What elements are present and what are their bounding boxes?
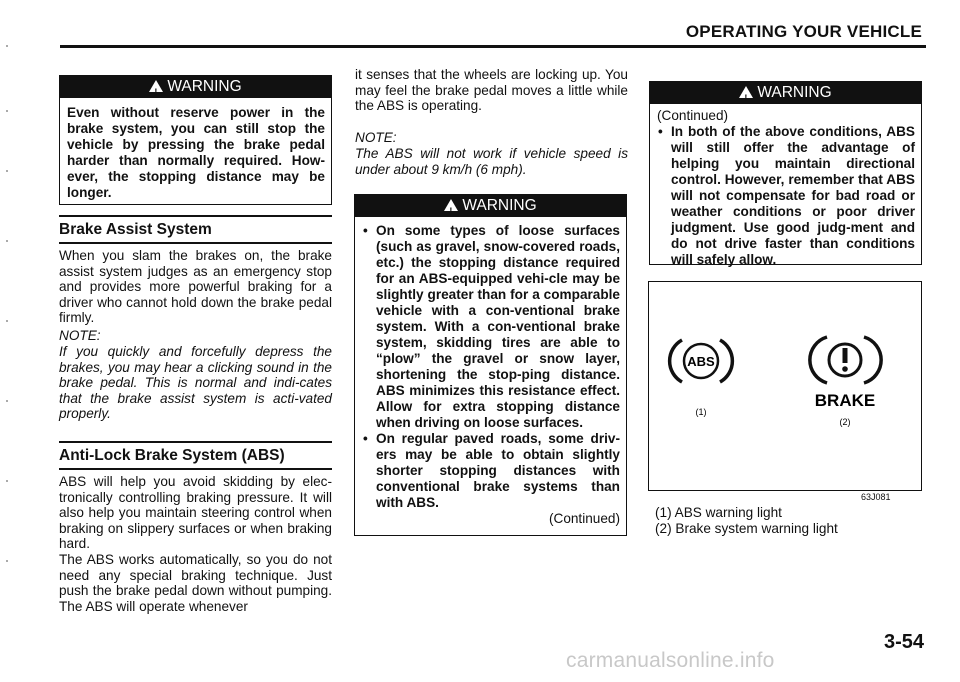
page-header-title: OPERATING YOUR VEHICLE (685, 22, 922, 41)
scan-edge-mark (6, 170, 8, 172)
warning-heading: !WARNING (60, 76, 331, 98)
abs-warning-light-icon (670, 340, 733, 382)
warning-body (355, 217, 626, 533)
warning-bullet: • On some types of loose surfaces (such as gravel, snow-covered roads, etc.) the stopping distance required for an ABS-equipped vehi-cle may be slightly greater than for a comparable vehicle with a con-ventional brake system. With a con-ventional brake system, skidding tires are able to “plow” the gravel or snow layer, shortening the stop-ping distance. ABS minimizes this resistance effect. Allow for extra stopping distance when driving on loose surfaces. (362, 223, 620, 431)
scan-edge-mark (6, 320, 8, 322)
scan-edge-mark (6, 240, 8, 242)
warning-text: Even without reserve power in the brake system, you can still stop the vehicle by pressing the brake pedal harder than normally required. How-ever, the stopping distance may be longer. (67, 105, 325, 200)
abs-body-2: The ABS works automatically, so you do not need any special braking technique. Just push the brake pedal down without pumping. The ABS will operate whenever (59, 552, 332, 614)
figure-code: 63J081 (861, 492, 891, 502)
section-rule-top (59, 215, 332, 217)
watermark: carmanualsonline.info (566, 649, 775, 672)
warning-heading: !WARNING (355, 195, 626, 217)
abs-note-text: The ABS will not work if vehicle speed is under about 9 km/h (6 mph). (355, 146, 628, 177)
continued-label: (Continued) (548, 511, 620, 526)
scan-edge-mark (6, 400, 8, 402)
warning-bullet: • In both of the above conditions, ABS will still offer the advantage of helping you maintain directional control. However, remember that ABS will not compensate for bad road or weather conditions or poor driver judgment. Use good judg-ment and do not drive faster than conditions will safely allow. (657, 124, 915, 268)
brake-warning-light-icon (810, 337, 881, 410)
brake-assist-note-label: NOTE: (59, 328, 101, 343)
figure-caption-1: (1) ABS warning light (655, 505, 782, 520)
warning-heading: !WARNING (650, 82, 921, 104)
warning-body (650, 104, 921, 274)
header-rule (60, 45, 926, 48)
warning-box-continued (649, 81, 922, 265)
abs-body-1: ABS will help you avoid skidding by elec-tronically controlling braking pressure. It will also help you maintain steering control when braking on slippery surfaces or when braking hard. (59, 474, 332, 551)
section-rule-bottom (59, 468, 332, 470)
warning-bullet: • On regular paved roads, some driv-ers may be able to obtain slightly shorter stopping distances with conventional brake systems than with ABS. (362, 431, 620, 511)
scan-edge-mark (6, 560, 8, 562)
warning-lights-figure (648, 281, 922, 491)
warning-triangle-icon (739, 86, 753, 98)
warning-triangle-icon (149, 80, 163, 92)
abs-note-label: NOTE: (355, 130, 397, 145)
abs-continued-text: it senses that the wheels are locking up. You may feel the brake pedal moves a little while the ABS is operating. (355, 67, 628, 113)
figure-drawing (649, 282, 921, 490)
figure-label-2: (2) (839, 417, 851, 427)
warning-box-loose-surfaces (354, 194, 627, 536)
section-rule-top (59, 441, 332, 443)
figure-caption-2: (2) Brake system warning light (655, 521, 838, 536)
warning-box-brake-power (59, 75, 332, 205)
scan-edge-mark (6, 480, 8, 482)
section-heading-brake-assist: Brake Assist System (59, 221, 212, 238)
section-rule-bottom (59, 242, 332, 244)
scan-edge-mark (6, 110, 8, 112)
abs-icon-text: ABS (687, 354, 715, 369)
scan-edge-mark (6, 45, 8, 47)
brake-icon-text: BRAKE (814, 391, 876, 410)
brake-assist-body: When you slam the brakes on, the brake assist system judges as an emergency stop and provides more powerful braking for a driver who cannot hold down the brake pedal firmly. (59, 248, 332, 325)
page-number: 3-54 (883, 631, 924, 653)
figure-caption (655, 505, 838, 537)
figure-label-1: (1) (695, 407, 707, 417)
continued-label: (Continued) (657, 108, 729, 123)
brake-assist-note-text: If you quickly and forcefully depress the brakes, you may hear a clicking sound in the brake pedal. This is normal and indi-cates that the brake assist system is acti-vated properly. (59, 344, 332, 421)
warning-triangle-icon (444, 199, 458, 211)
section-heading-abs: Anti-Lock Brake System (ABS) (59, 447, 285, 464)
